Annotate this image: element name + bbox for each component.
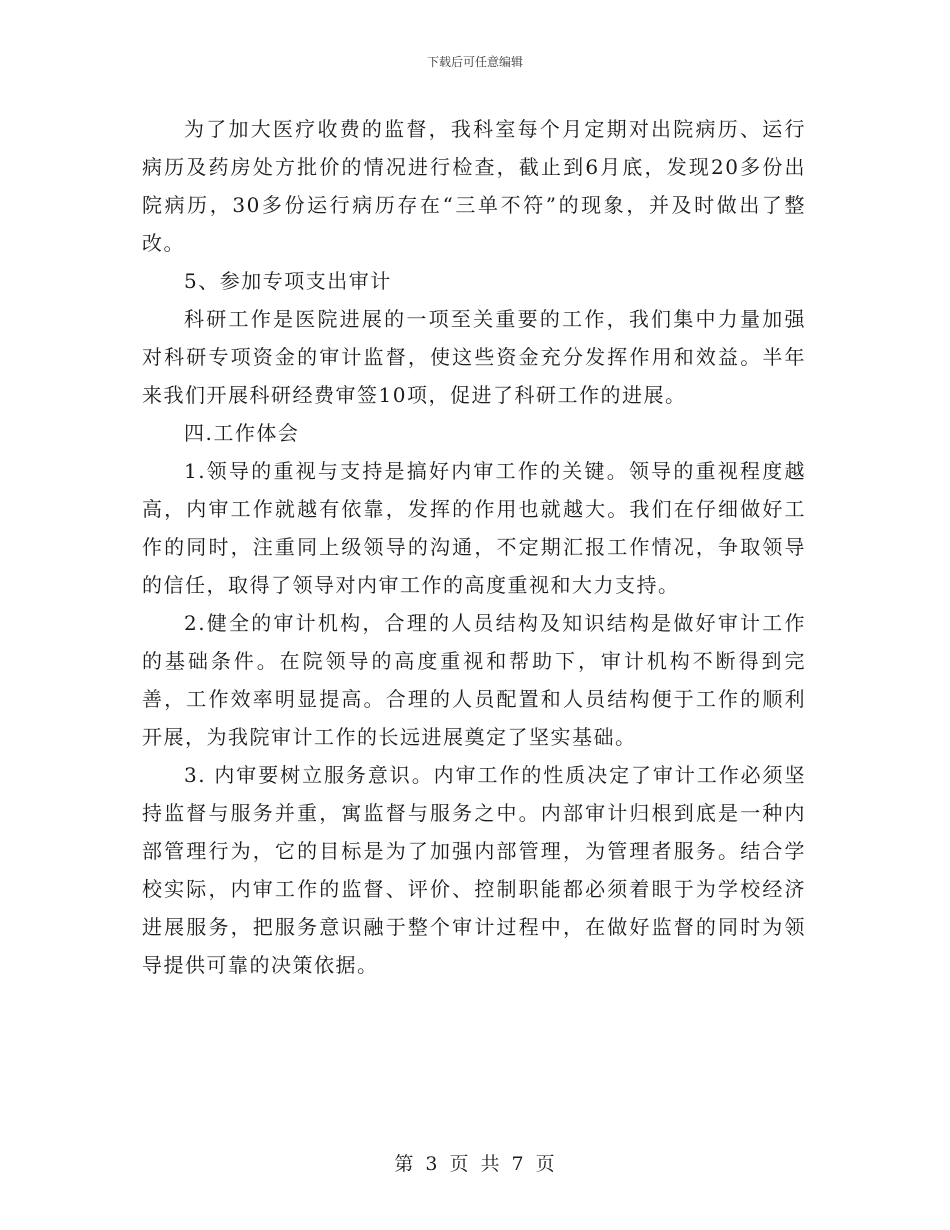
document-body: [142, 110, 806, 984]
section-heading-special-audit: 5、参加专项支出审计: [184, 269, 392, 293]
paragraph-fee-supervision: 为了加大医疗收费的监督，我科室每个月定期对出院病历、运行病历及药房处方批价的情况进行检查，截止到6月底，发现20多份出院病历，30多份运行病历存在“三单不符”的现象，并及时做出了整改。: [142, 117, 806, 255]
page-header: 下载后可任意编辑: [426, 55, 523, 69]
section-heading-experience: 四.工作体会: [184, 421, 300, 445]
paragraph-service-awareness: 3. 内审要树立服务意识。内审工作的性质决定了审计工作必须坚持监督与服务并重，寓监督与服务之中。内部审计归根到底是一种内部管理行为，它的目标是为了加强内部管理，为管理者服务。结合学校实际，内审工作的监督、评价、控制职能都必须着眼于为学校经济进展服务，把服务意识融于整个审计过程中，在做好监督的同时为领导提供可靠的决策依据。: [142, 763, 806, 977]
paragraph-audit-structure: 2.健全的审计机构，合理的人员结构及知识结构是做好审计工作的基础条件。在院领导的高度重视和帮助下，审计机构不断得到完善，工作效率明显提高。合理的人员配置和人员结构便于工作的顺利开展，为我院审计工作的长远进展奠定了坚实基础。: [142, 611, 806, 749]
paragraph-leadership-support: 1.领导的重视与支持是搞好内审工作的关键。领导的重视程度越高，内审工作就越有依靠，发挥的作用也就越大。我们在仔细做好工作的同时，注重同上级领导的沟通，不定期汇报工作情况，争取领导的信任，取得了领导对内审工作的高度重视和大力支持。: [142, 459, 806, 597]
page-number: 第 3 页 共 7 页: [394, 1153, 556, 1175]
paragraph-research-funds: 科研工作是医院进展的一项至关重要的工作，我们集中力量加强对科研专项资金的审计监督，使这些资金充分发挥作用和效益。半年来我们开展科研经费审签10项，促进了科研工作的进展。: [142, 307, 806, 407]
